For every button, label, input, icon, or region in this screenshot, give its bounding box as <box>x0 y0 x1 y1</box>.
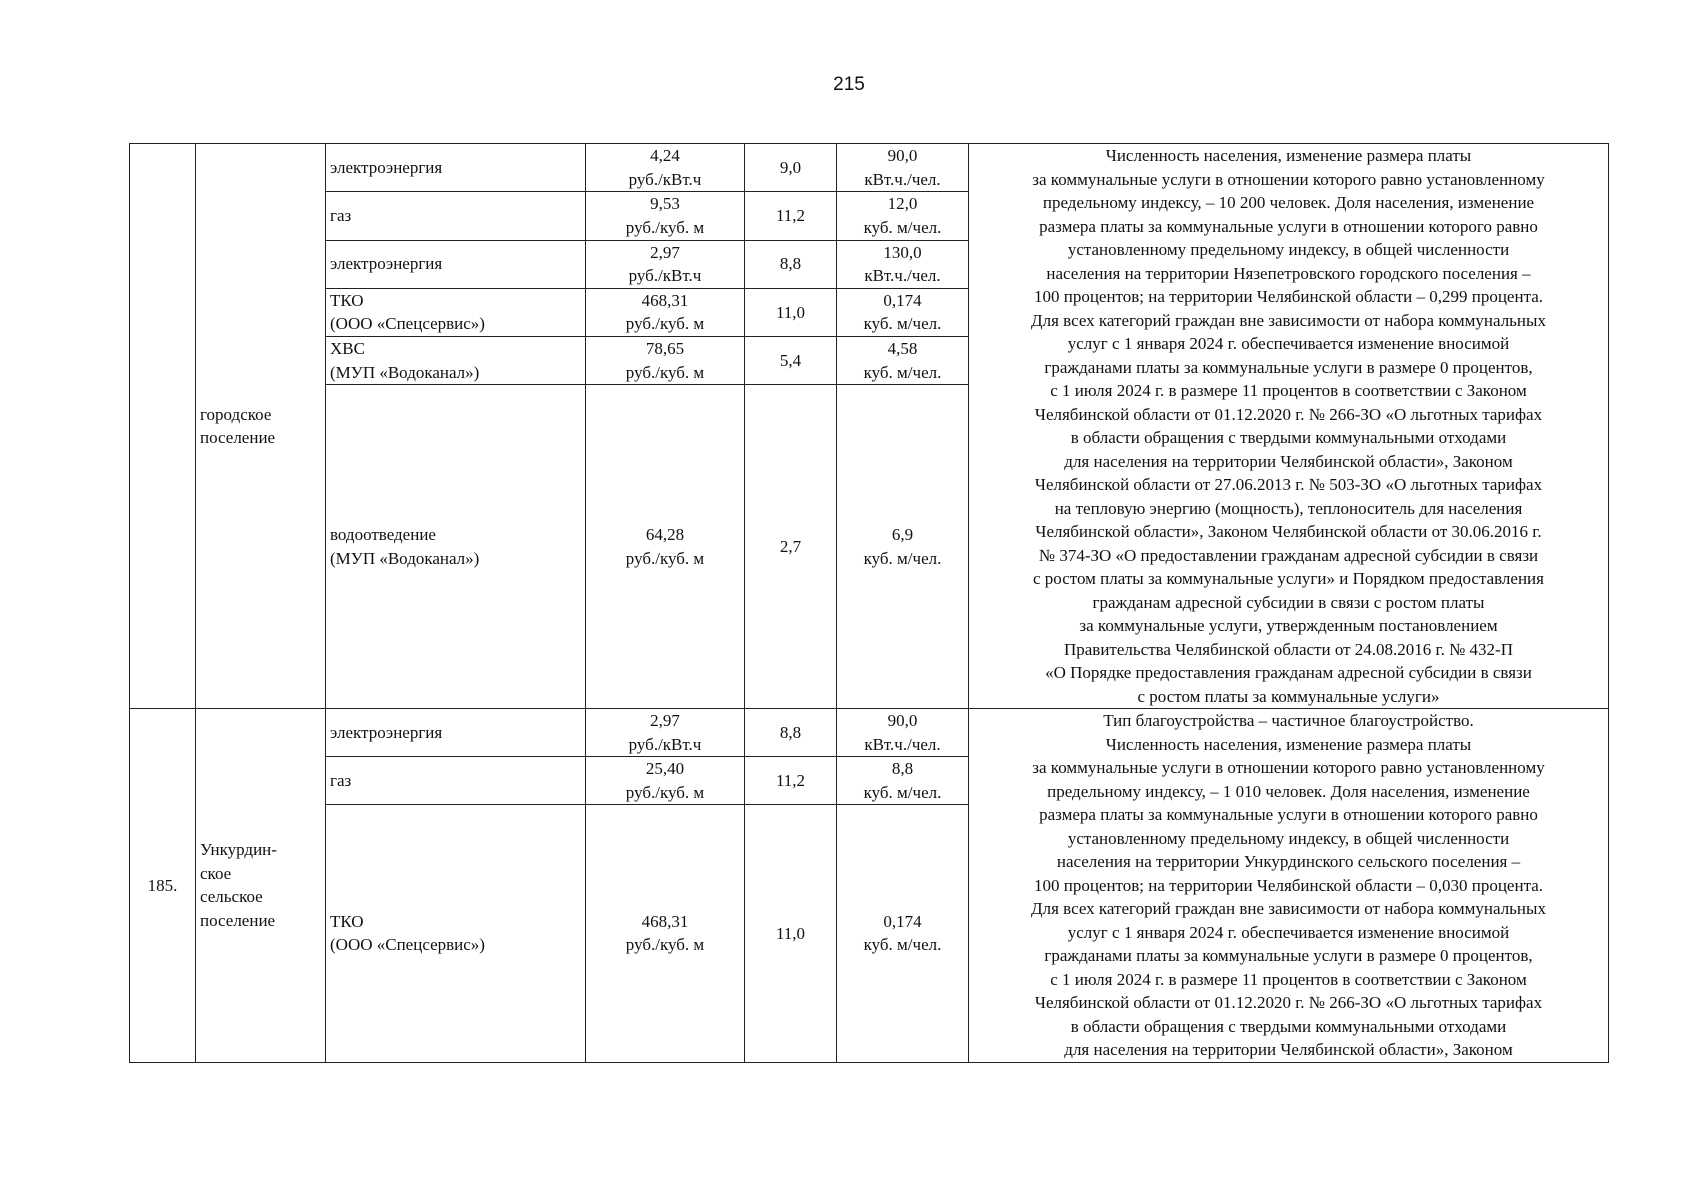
tariff-value: руб./куб. м <box>625 217 705 237</box>
index-value: 8,8 <box>779 722 802 742</box>
tariff-value: руб./куб. м <box>625 362 705 382</box>
note-line: за коммунальные услуги, утвержденным постановлением <box>1079 616 1498 635</box>
note-line: гражданами платы за коммунальные услуги в размере 0 процентов, <box>1044 357 1533 377</box>
volume-cell <box>837 385 969 709</box>
service-cell <box>326 192 586 240</box>
note-line: Тип благоустройства – частичное благоустройство. <box>1103 711 1474 730</box>
service-name: электроэнергия <box>330 254 443 274</box>
service-name: (МУП «Водоканал») <box>330 362 480 382</box>
index-value: 5,4 <box>779 350 802 370</box>
note-line: в области обращения с твердыми коммунальными отходами <box>1070 1016 1507 1036</box>
tariff-cell <box>586 192 745 240</box>
volume-value: кВт.ч./чел. <box>864 734 941 754</box>
volume-value: куб. м/чел. <box>863 217 942 237</box>
index-value: 9,0 <box>779 157 802 177</box>
volume-value: кВт.ч./чел. <box>864 266 941 286</box>
tariff-value: 78,65 <box>645 339 685 359</box>
note-line: услуг с 1 января 2024 г. обеспечивается изменение вносимой <box>1067 334 1510 353</box>
tariff-value: 2,97 <box>650 711 680 731</box>
note-cell <box>969 709 1609 1063</box>
volume-value: 90,0 <box>887 146 918 166</box>
index-value: 11,0 <box>775 302 806 322</box>
tariff-value: 2,97 <box>650 242 680 262</box>
index-cell <box>745 385 837 709</box>
note-line: в области обращения с твердыми коммунальными отходами <box>1070 428 1507 447</box>
tariff-cell <box>586 288 745 336</box>
service-name: водоотведение <box>330 525 436 545</box>
note-line: за коммунальные услуги в отношении которого равно установленному <box>1032 758 1545 777</box>
index-cell <box>745 805 837 1062</box>
tariff-value: 25,40 <box>645 759 685 779</box>
note-line: Челябинской области», Законом Челябинской области от 30.06.2016 г. <box>1035 522 1542 541</box>
service-name: электроэнергия <box>330 722 443 742</box>
index-value: 11,0 <box>775 923 806 943</box>
volume-value: куб. м/чел. <box>863 782 942 802</box>
row-number-cell <box>130 144 196 709</box>
note-line: 100 процентов; на территории Челябинской области – 0,030 процента. <box>1033 875 1544 895</box>
service-cell <box>326 709 586 757</box>
page-number: 215 <box>833 74 865 95</box>
index-cell <box>745 144 837 192</box>
note-line: размера платы за коммунальные услуги в отношении которого равно <box>1039 805 1538 824</box>
service-name: газ <box>330 206 352 226</box>
note-line: Для всех категорий граждан вне зависимости от набора коммунальных <box>1031 899 1546 918</box>
volume-value: 8,8 <box>891 759 914 779</box>
table-row <box>130 144 1609 192</box>
table-row <box>130 709 1609 757</box>
note-line: для населения на территории Челябинской области», Законом <box>1064 1040 1513 1059</box>
note-line: услуг с 1 января 2024 г. обеспечивается изменение вносимой <box>1067 922 1510 942</box>
service-cell <box>326 385 586 709</box>
tariff-value: 468,31 <box>641 911 689 931</box>
note-line: размера платы за коммунальные услуги в отношении которого равно <box>1039 216 1538 236</box>
row-number: 185. <box>147 875 178 895</box>
tariff-value: 9,53 <box>650 194 680 214</box>
index-cell <box>745 240 837 288</box>
note-line: с ростом платы за коммунальные услуги» и Порядком предоставления <box>1033 569 1544 588</box>
tariff-value: руб./кВт.ч <box>628 169 702 189</box>
service-cell <box>326 144 586 192</box>
volume-cell <box>837 805 969 1062</box>
note-line: предельному индексу, – 10 200 человек. Доля населения, изменение <box>1042 193 1535 212</box>
index-cell <box>745 709 837 757</box>
volume-cell <box>837 288 969 336</box>
index-value: 11,2 <box>775 206 806 226</box>
service-cell <box>326 757 586 805</box>
note-line: предельному индексу, – 1 010 человек. Доля населения, изменение <box>1047 781 1530 801</box>
tariff-cell <box>586 805 745 1062</box>
settlement-cell <box>196 709 326 1063</box>
settlement-name: Ункурдин- <box>200 840 277 860</box>
volume-value: куб. м/чел. <box>863 362 942 382</box>
index-cell <box>745 757 837 805</box>
note-line: Челябинской области от 01.12.2020 г. № 266-ЗО «О льготных тарифах <box>1034 404 1543 424</box>
volume-cell <box>837 337 969 385</box>
volume-value: 12,0 <box>887 194 918 214</box>
settlement-name: сельское <box>200 887 263 907</box>
service-cell <box>326 288 586 336</box>
note-line: установленному предельному индексу, в общей численности <box>1067 828 1510 848</box>
volume-value: 90,0 <box>887 711 918 731</box>
index-value: 2,7 <box>779 536 802 556</box>
volume-value: кВт.ч./чел. <box>864 169 941 189</box>
settlement-name: ское <box>200 863 232 883</box>
note-line: гражданами платы за коммунальные услуги в размере 0 процентов, <box>1044 946 1533 965</box>
tariff-cell <box>586 144 745 192</box>
tariff-cell <box>586 385 745 709</box>
tariff-table <box>129 143 1609 1063</box>
tariff-cell <box>586 337 745 385</box>
note-line: населения на территории Нязепетровского городского поселения – <box>1046 263 1531 283</box>
service-cell <box>326 240 586 288</box>
settlement-name: поселение <box>200 428 276 447</box>
note-line: № 374-ЗО «О предоставлении гражданам адресной субсидии в связи <box>1038 545 1539 565</box>
note-line: населения на территории Ункурдинского сельского поселения – <box>1056 852 1521 871</box>
service-name: электроэнергия <box>330 157 443 177</box>
tariff-value: руб./куб. м <box>625 935 705 955</box>
note-line: Численность населения, изменение размера платы <box>1105 734 1472 754</box>
table-body <box>130 144 1609 1063</box>
tariff-value: руб./кВт.ч <box>628 734 702 754</box>
volume-cell <box>837 240 969 288</box>
tariff-value: руб./куб. м <box>625 314 705 334</box>
note-line: «О Порядке предоставления гражданам адресной субсидии в связи <box>1045 663 1532 682</box>
service-name: газ <box>330 771 352 791</box>
note-line: Численность населения, изменение размера платы <box>1105 146 1472 165</box>
note-line: Для всех категорий граждан вне зависимости от набора коммунальных <box>1031 310 1546 330</box>
note-line: на тепловую энергию (мощность), теплоноситель для населения <box>1054 498 1523 518</box>
tariff-cell <box>586 240 745 288</box>
tariff-value: 64,28 <box>645 525 685 545</box>
volume-cell <box>837 192 969 240</box>
index-cell <box>745 288 837 336</box>
settlement-name: поселение <box>200 910 276 930</box>
note-line: с ростом платы за коммунальные услуги» <box>1137 686 1440 706</box>
volume-value: куб. м/чел. <box>863 314 942 334</box>
volume-value: 4,58 <box>887 339 918 359</box>
note-cell <box>969 144 1609 709</box>
settlement-name: городское <box>200 404 272 424</box>
service-name: ХВС <box>330 339 365 359</box>
volume-value: 130,0 <box>883 242 922 262</box>
note-line: Челябинской области от 27.06.2013 г. № 503-ЗО «О льготных тарифах <box>1034 475 1543 494</box>
service-name: (ООО «Спецсервис») <box>330 935 485 955</box>
note-line: для населения на территории Челябинской области», Законом <box>1064 451 1513 471</box>
tariff-value: руб./куб. м <box>625 782 705 802</box>
note-line: за коммунальные услуги в отношении которого равно установленному <box>1032 169 1545 189</box>
tariff-value: руб./куб. м <box>625 548 705 568</box>
note-line: с 1 июля 2024 г. в размере 11 процентов в соответствии с Законом <box>1050 969 1527 989</box>
volume-value: 0,174 <box>883 911 922 931</box>
index-cell <box>745 337 837 385</box>
index-cell <box>745 192 837 240</box>
settlement-cell <box>196 144 326 709</box>
volume-value: куб. м/чел. <box>863 548 942 568</box>
tariff-value: 4,24 <box>650 146 680 166</box>
note-line: гражданам адресной субсидии в связи с ростом платы <box>1092 592 1485 612</box>
note-line: Правительства Челябинской области от 24.08.2016 г. № 432-П <box>1063 639 1513 659</box>
tariff-cell <box>586 709 745 757</box>
tariff-value: руб./кВт.ч <box>628 266 702 286</box>
note-line: Челябинской области от 01.12.2020 г. № 266-ЗО «О льготных тарифах <box>1034 993 1543 1012</box>
service-name: ТКО <box>330 290 364 310</box>
service-cell <box>326 337 586 385</box>
tariff-cell <box>586 757 745 805</box>
volume-cell <box>837 144 969 192</box>
service-name: (МУП «Водоканал») <box>330 548 480 568</box>
row-number-cell <box>130 709 196 1063</box>
tariff-value: 468,31 <box>641 290 689 310</box>
service-name: ТКО <box>330 911 364 931</box>
service-cell <box>326 805 586 1062</box>
index-value: 8,8 <box>779 254 802 274</box>
service-name: (ООО «Спецсервис») <box>330 314 485 334</box>
volume-value: 0,174 <box>883 290 922 310</box>
note-line: 100 процентов; на территории Челябинской области – 0,299 процента. <box>1033 287 1544 306</box>
volume-cell <box>837 709 969 757</box>
volume-value: 6,9 <box>891 525 914 545</box>
index-value: 11,2 <box>775 771 806 791</box>
note-line: с 1 июля 2024 г. в размере 11 процентов в соответствии с Законом <box>1050 381 1527 400</box>
volume-cell <box>837 757 969 805</box>
volume-value: куб. м/чел. <box>863 935 942 955</box>
note-line: установленному предельному индексу, в общей численности <box>1067 240 1510 259</box>
